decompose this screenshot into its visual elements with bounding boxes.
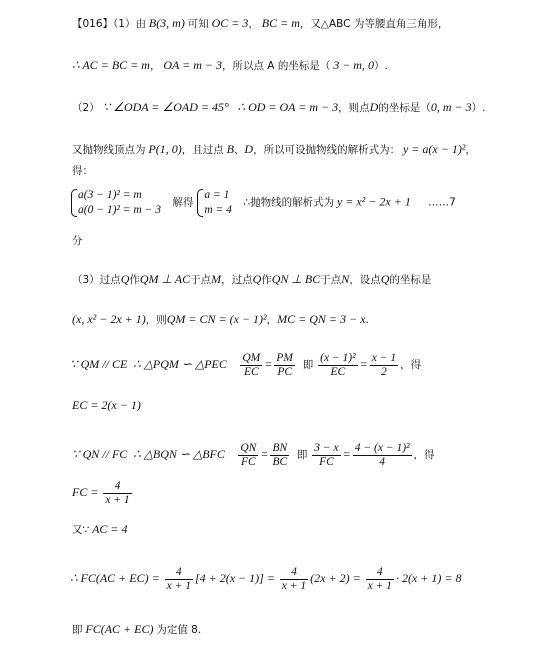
text: ……7 bbox=[428, 196, 456, 209]
math: ∴ △BQN ∽ △BFC bbox=[133, 447, 225, 462]
math: BC = m bbox=[261, 16, 300, 30]
math: Q bbox=[252, 272, 262, 286]
text: ， bbox=[149, 60, 161, 72]
math: Q bbox=[380, 272, 390, 286]
math: ∵ QM // CE bbox=[70, 357, 128, 372]
math: = bbox=[264, 357, 273, 372]
text: ， bbox=[465, 144, 476, 156]
text: ，过点 bbox=[221, 274, 253, 286]
text: 即 bbox=[296, 449, 308, 462]
math: P(1, 0) bbox=[148, 142, 182, 156]
line-6 bbox=[70, 188, 456, 218]
text: ）. bbox=[373, 60, 388, 72]
numerator: x − 1 bbox=[371, 352, 397, 364]
math: y = x² − 2x + 1 bbox=[336, 194, 411, 209]
denominator: x + 1 bbox=[281, 580, 307, 592]
numerator: 4 − (x − 1)² bbox=[354, 442, 410, 454]
math: (2x + 2) = bbox=[310, 571, 361, 586]
math: ∵ QN // FC bbox=[72, 447, 128, 462]
math: ∴ OD = OA = m − 3 bbox=[237, 100, 339, 114]
text: 于点 bbox=[320, 274, 342, 286]
text: 的坐标是 bbox=[389, 274, 432, 286]
math: = bbox=[359, 357, 368, 372]
equation-system-1 bbox=[70, 188, 161, 218]
math: FC(AC + EC) = bbox=[80, 571, 160, 586]
text: ）. bbox=[471, 102, 486, 114]
math: = bbox=[342, 447, 351, 462]
math: ∴ △PQM ∽ △PEC bbox=[133, 357, 227, 372]
math: AC = 4 bbox=[92, 522, 128, 536]
math: QN ⊥ BC bbox=[271, 272, 321, 286]
text: 又抛物线顶点为 bbox=[72, 144, 146, 156]
line-10 bbox=[70, 352, 421, 379]
line-13 bbox=[72, 480, 134, 507]
text: （1）由 bbox=[113, 18, 146, 30]
fraction bbox=[370, 352, 398, 379]
fraction bbox=[270, 442, 289, 469]
denominator: x + 1 bbox=[105, 494, 130, 506]
math: Q bbox=[120, 272, 130, 286]
math: (x, x² − 2x + 1) bbox=[72, 312, 146, 326]
line-7 bbox=[72, 234, 83, 248]
line-9 bbox=[72, 312, 369, 327]
denominator: 4 bbox=[379, 456, 386, 468]
line-3 bbox=[72, 100, 485, 115]
denominator: x + 1 bbox=[367, 580, 392, 592]
math: EC = 2(x − 1) bbox=[72, 398, 141, 412]
numerator: (x − 1)² bbox=[320, 352, 356, 364]
math: QM = CN = (x − 1)² bbox=[166, 312, 267, 326]
text: 分 bbox=[72, 235, 83, 247]
text: ， bbox=[266, 314, 278, 326]
numerator: 4 bbox=[103, 480, 131, 494]
numerator: PM bbox=[276, 352, 293, 364]
fraction bbox=[274, 352, 295, 379]
denominator: EC bbox=[330, 366, 346, 378]
math: ∴ AC = BC = m bbox=[72, 58, 150, 72]
numerator: QN bbox=[240, 442, 257, 454]
text: 为定值 8. bbox=[156, 624, 202, 636]
text: ，所以可设抛物线的解析式为： bbox=[253, 144, 401, 156]
text: ，且过点 bbox=[181, 144, 224, 156]
denominator: BC bbox=[272, 456, 288, 468]
math: B(3, m) bbox=[148, 16, 185, 30]
math: FC(AC + EC) bbox=[85, 622, 154, 636]
fraction bbox=[353, 442, 412, 469]
text: ，设点 bbox=[349, 274, 381, 286]
denominator: 2 bbox=[381, 366, 387, 378]
line-2 bbox=[72, 58, 388, 73]
line-5 bbox=[72, 164, 93, 178]
text: ∴抛物线的解析式为 bbox=[243, 196, 335, 209]
equation: m = 4 bbox=[204, 204, 232, 216]
math: = bbox=[260, 447, 269, 462]
line-4 bbox=[72, 142, 476, 157]
text: . bbox=[365, 314, 369, 326]
line-11 bbox=[72, 398, 141, 413]
equation: a(0 − 1)² = m − 3 bbox=[78, 204, 161, 216]
text: 于点 bbox=[190, 274, 212, 286]
text: ，则点 bbox=[338, 102, 370, 114]
line-12 bbox=[72, 442, 435, 469]
math: D bbox=[369, 100, 379, 114]
line-16 bbox=[72, 622, 201, 637]
fraction bbox=[103, 480, 131, 507]
line-8 bbox=[72, 272, 431, 287]
numerator: 4 bbox=[366, 566, 394, 580]
math: D bbox=[244, 142, 254, 156]
equation: a(3 − 1)² = m bbox=[78, 189, 142, 201]
text: 的坐标是（ bbox=[378, 102, 431, 114]
numerator: 4 bbox=[165, 566, 193, 580]
denominator: x + 1 bbox=[166, 580, 191, 592]
fraction bbox=[280, 566, 308, 593]
equation-system-2 bbox=[196, 188, 232, 218]
denominator: FC bbox=[241, 456, 256, 468]
math: 3 − m, 0 bbox=[333, 58, 374, 72]
math: FC = bbox=[72, 485, 99, 500]
math: B bbox=[226, 142, 234, 156]
math: [4 + 2(x − 1)] = bbox=[194, 571, 275, 586]
math: ∴ bbox=[70, 571, 78, 586]
text: 即 bbox=[72, 624, 83, 636]
math: MC = QN = 3 − x bbox=[277, 312, 366, 326]
line-15 bbox=[70, 566, 461, 593]
text: ，所以点 A 的坐标是（ bbox=[221, 60, 331, 72]
problem-tag: 【016】 bbox=[72, 18, 114, 30]
numerator: 4 bbox=[280, 566, 308, 580]
numerator: QM bbox=[242, 352, 261, 364]
math: N bbox=[341, 272, 350, 286]
text: （3）过点 bbox=[72, 274, 121, 286]
text: （2） bbox=[72, 102, 100, 114]
text: ， bbox=[248, 18, 259, 30]
math: OA = m − 3 bbox=[163, 58, 222, 72]
text: 即 bbox=[302, 359, 314, 372]
math: · 2(x + 1) = 8 bbox=[395, 571, 462, 586]
denominator: EC bbox=[243, 366, 259, 378]
text: 可知 bbox=[187, 18, 209, 30]
numerator: 3 − x bbox=[314, 442, 339, 454]
text: ，得 bbox=[400, 359, 422, 372]
text: ，则 bbox=[145, 314, 167, 326]
denominator: FC bbox=[319, 456, 334, 468]
line-1 bbox=[72, 16, 448, 31]
fraction bbox=[165, 566, 193, 593]
numerator: BN bbox=[272, 442, 288, 454]
denominator: PC bbox=[277, 366, 293, 378]
fraction bbox=[312, 442, 340, 469]
math: QM ⊥ AC bbox=[139, 272, 191, 286]
text: 、 bbox=[233, 144, 245, 156]
math: ∵ ∠ODA = ∠OAD = 45° bbox=[102, 100, 229, 114]
equation: a = 1 bbox=[204, 189, 230, 201]
text: 作 bbox=[261, 274, 272, 286]
text: ，又△ABC 为等腰直角三角形， bbox=[299, 18, 449, 30]
line-14 bbox=[72, 522, 128, 537]
text: ，得 bbox=[413, 449, 435, 462]
math: M bbox=[211, 272, 222, 286]
text: 作 bbox=[129, 274, 140, 286]
text: 又∵ bbox=[72, 524, 90, 536]
fraction bbox=[318, 352, 357, 379]
fraction bbox=[238, 442, 258, 469]
math: OC = 3 bbox=[211, 16, 249, 30]
text: 解得 bbox=[172, 196, 194, 209]
fraction bbox=[240, 352, 262, 379]
math: y = a(x − 1)² bbox=[402, 142, 466, 156]
fraction bbox=[366, 566, 394, 593]
text: 得： bbox=[72, 165, 93, 177]
math: 0, m − 3 bbox=[430, 100, 472, 114]
